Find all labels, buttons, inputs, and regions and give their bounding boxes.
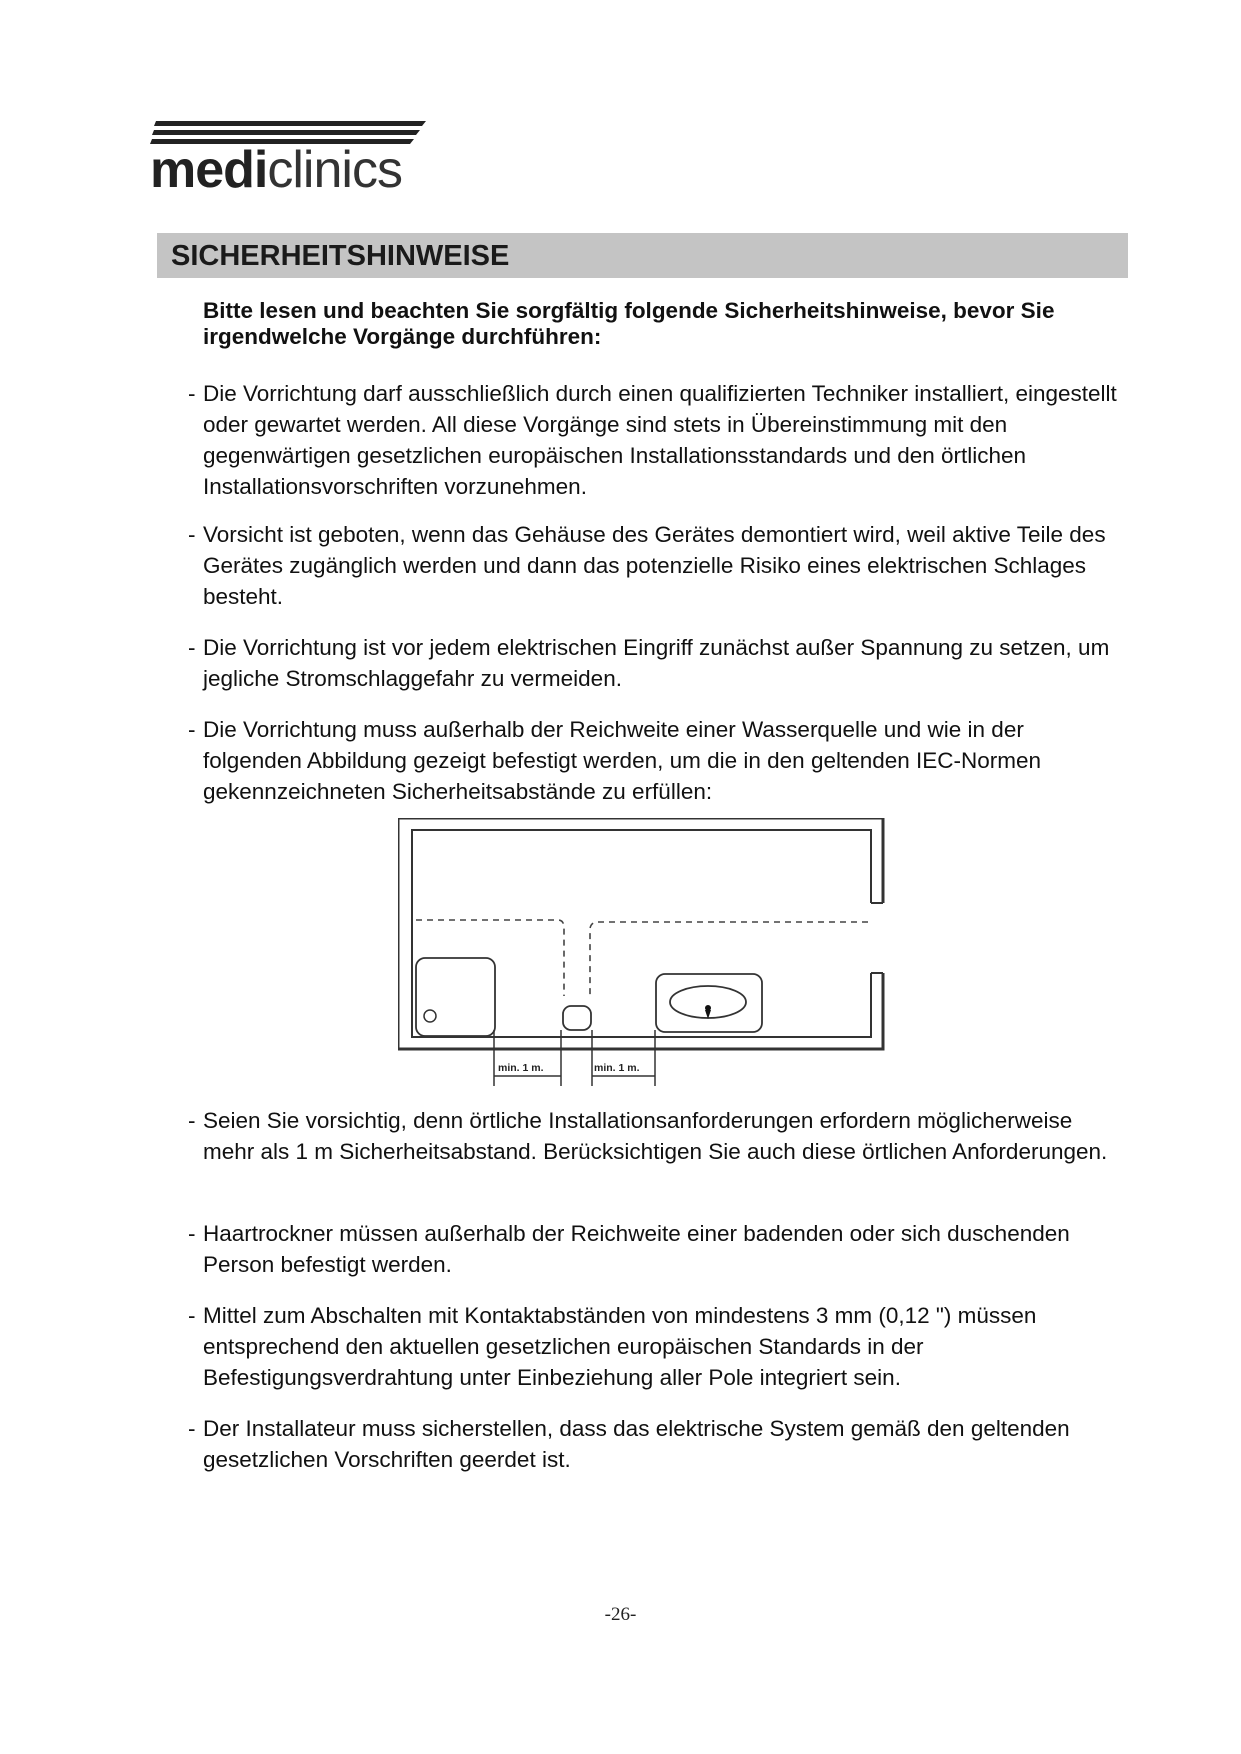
bullet-dash: - xyxy=(188,1108,196,1133)
dimension-label-right: min. 1 m. xyxy=(594,1062,640,1074)
safety-item-text: Haartrockner müssen außerhalb der Reichweite einer badenden oder sich duschenden Person befestigt werden. xyxy=(203,1221,1070,1277)
safety-item xyxy=(188,378,1118,502)
safety-item-text: Die Vorrichtung ist vor jedem elektrischen Eingriff zunächst außer Spannung zu setzen, um jegliche Stromschlaggefahr zu vermeiden. xyxy=(203,635,1110,691)
hair-dryer-unit xyxy=(563,1006,591,1030)
safety-item xyxy=(188,519,1118,612)
intro-text: Bitte lesen und beachten Sie sorgfältig folgende Sicherheitshinweise, bevor Sie irgendwelche Vorgänge durchführen: xyxy=(203,298,1055,349)
page-number: -26- xyxy=(604,1604,637,1625)
bullet-dash: - xyxy=(188,381,196,406)
safety-item xyxy=(188,1413,1118,1475)
dimension-label-left: min. 1 m. xyxy=(498,1062,544,1074)
shower-tray xyxy=(416,958,495,1036)
bullet-dash: - xyxy=(188,635,196,660)
safety-item-text: Seien Sie vorsichtig, denn örtliche Installationsanforderungen erfordern möglicherweise mehr als 1 m Sicherheitsabstand. Berücksichtigen Sie auch diese örtlichen Anforderungen. xyxy=(203,1108,1108,1164)
safety-item-text: Die Vorrichtung muss außerhalb der Reichweite einer Wasserquelle und wie in der folgenden Abbildung gezeigt befestigt werden, um die in den geltenden IEC-Normen gekennzeichneten Sicherheitsabstände zu erfüllen: xyxy=(203,717,1042,804)
safety-item xyxy=(188,632,1118,694)
safety-item xyxy=(188,714,1118,807)
bullet-dash: - xyxy=(188,717,196,742)
mediclinics-logo xyxy=(150,118,430,198)
section-header-bar xyxy=(157,233,1128,278)
safety-item-text: Vorsicht ist geboten, wenn das Gehäuse des Gerätes demontiert wird, weil aktive Teile des Gerätes zugänglich werden und dann das potenzielle Risiko eines elektrischen Schlages besteht. xyxy=(203,522,1106,609)
bathroom-safety-distance-figure xyxy=(398,818,888,1096)
safety-item xyxy=(188,1105,1118,1167)
safety-item-text: Die Vorrichtung darf ausschließlich durch einen qualifizierten Techniker installiert, eingestellt oder gewartet werden. All diese Vorgänge sind stets in Übereinstimmung mit den gegenwärtigen gesetzlichen europäischen Installationsstandards und den örtlichen Installationsvorschriften vorzunehmen. xyxy=(203,381,1117,499)
safety-item xyxy=(188,1300,1118,1393)
logo-wordmark xyxy=(150,141,402,199)
bullet-dash: - xyxy=(188,1303,196,1328)
safety-item xyxy=(188,1218,1118,1280)
section-title: SICHERHEITSHINWEISE xyxy=(171,240,510,272)
safety-item-text: Mittel zum Abschalten mit Kontaktabständen von mindestens 3 mm (0,12 ") müssen entsprechend den aktuellen gesetzlichen europäischen Standards in der Befestigungsverdrahtung unter Einbeziehung aller Pole integriert sein. xyxy=(203,1303,1037,1390)
logo-light-part: clinics xyxy=(267,141,402,199)
safety-item-text: Der Installateur muss sicherstellen, dass das elektrische System gemäß den geltenden gesetzlichen Vorschriften geerdet ist. xyxy=(203,1416,1070,1472)
shower-drain xyxy=(424,1010,436,1022)
bullet-dash: - xyxy=(188,522,196,547)
bullet-dash: - xyxy=(188,1416,196,1441)
bullet-dash: - xyxy=(188,1221,196,1246)
logo-bold-part: medi xyxy=(150,141,268,199)
floor-plan-diagram xyxy=(398,818,888,1096)
